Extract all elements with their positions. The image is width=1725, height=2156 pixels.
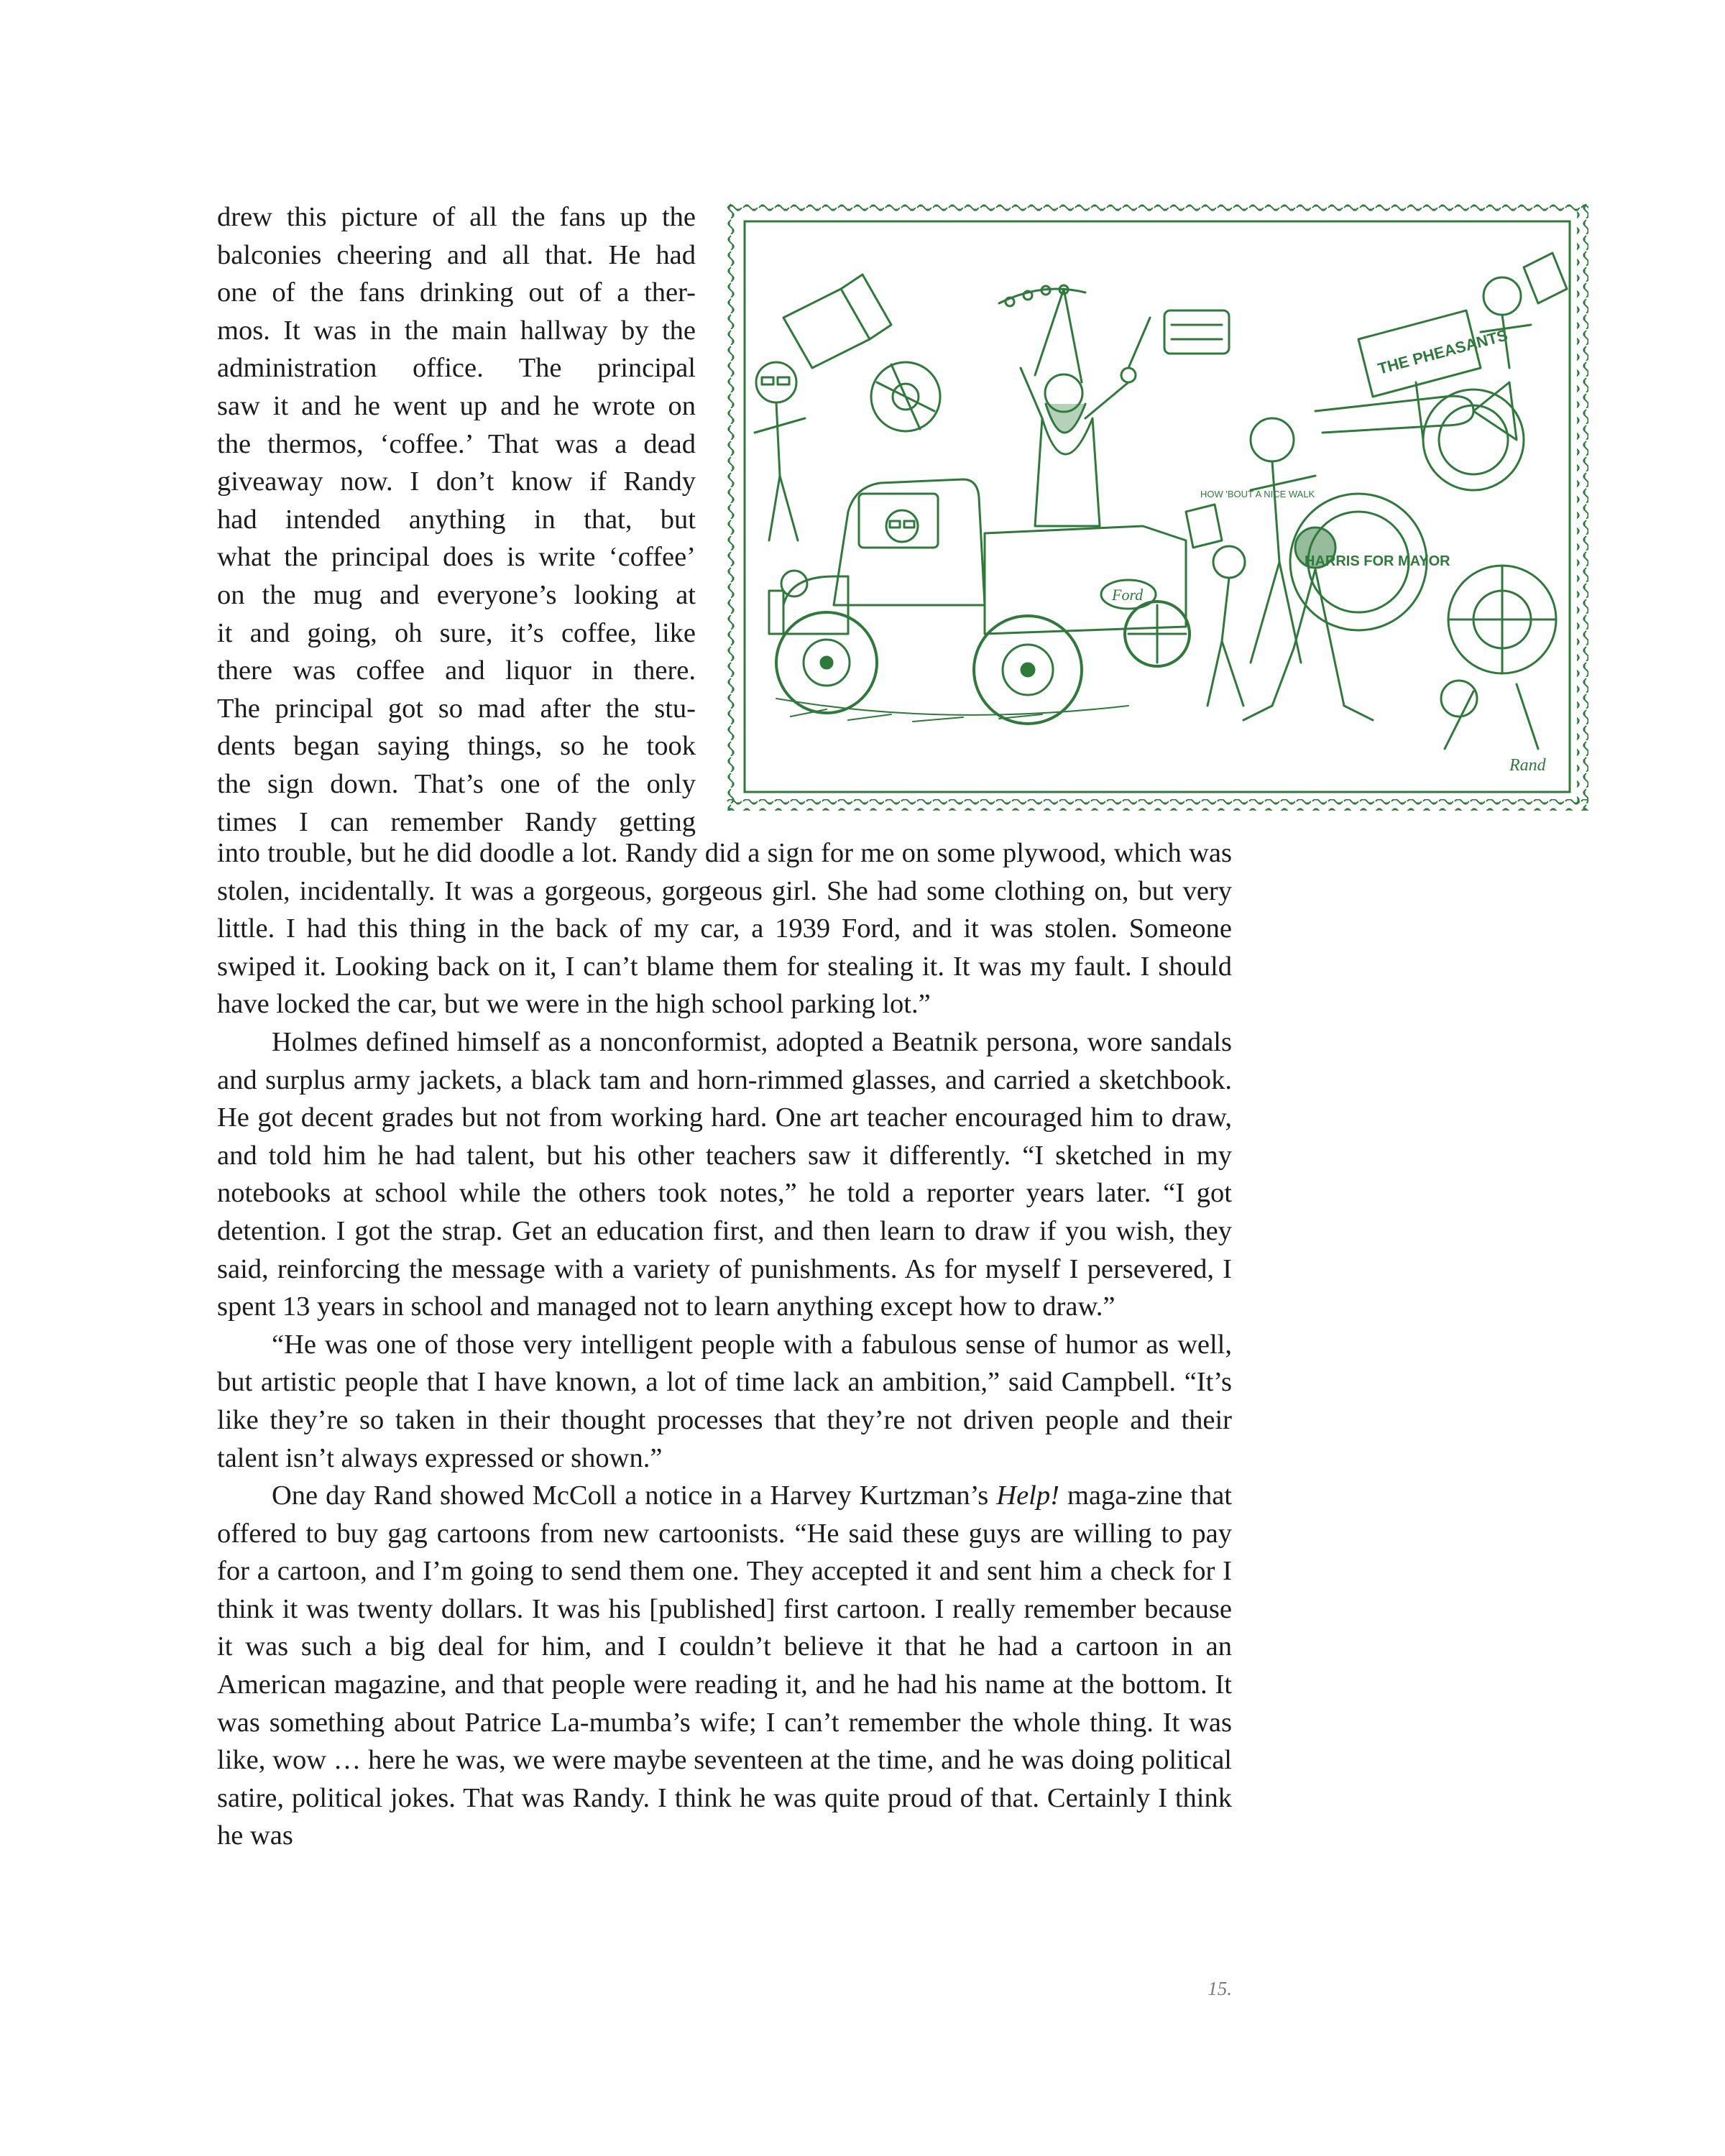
wrapped-line: administration office. The principal <box>217 353 696 384</box>
wrapped-line: it and going, oh sure, it’s coffee, like <box>217 617 696 648</box>
wrapped-line: giveaway now. I don’t know if Randy <box>217 466 696 497</box>
wrapped-line: one of the fans drinking out of a ther- <box>217 277 696 308</box>
truck-badge-text: Ford <box>1112 586 1144 604</box>
wrapped-line: the sign down. That’s one of the only <box>217 769 696 799</box>
wrapped-line: dents began saying things, so he took <box>217 731 696 762</box>
magazine-title: Help! <box>996 1480 1059 1511</box>
wrapped-line: times I can remember Randy getting <box>217 806 696 837</box>
article-body <box>217 834 1232 1855</box>
wrapped-line: saw it and he went up and he wrote on <box>217 391 696 421</box>
speech-text: HOW 'BOUT A NICE WALK <box>1200 489 1315 499</box>
wrapped-line: balconies cheering and all that. He had <box>217 239 696 270</box>
sign-mayor-text: HARRIS FOR MAYOR <box>1305 553 1450 569</box>
paragraph-1-continued: into trouble, but he did doodle a lot. Randy did a sign for me on some plywood, which was stolen, incidentally. It was a gorgeous, gorgeous girl. She had some clothing on, but very little. I had this thing in the back of my car, a 1939 Ford, and it was stolen. Someone swiped it. Looking back on it, I can’t blame them for stealing it. It was my fault. I should have locked the car, but we were in the high school parking lot.” <box>217 838 1232 1020</box>
paragraph-3: “He was one of those very intelligent people with a fabulous sense of humor as well, but artistic people that I have known, a lot of time lack an ambition,” said Campbell. “It’s like they’re so taken in their thought processes that they’re not driven people and their talent isn’t always expressed or shown.” <box>217 1329 1232 1473</box>
artist-signature: Rand <box>1509 756 1546 775</box>
wrapped-line: had intended anything in that, but <box>217 504 696 535</box>
wrapped-line: there was coffee and liquor in there. <box>217 655 696 686</box>
paragraph-4 <box>217 1477 1232 1855</box>
sign-pheasants-text: THE PHEASANTS <box>1376 326 1510 378</box>
paragraph-4-rest: maga-zine that offered to buy gag cartoons from new cartoonists. “He said these guys are willing to pay for a cartoon, and I’m going to send them one. They accepted it and sent him a check for I think it was twenty dollars. It was his [published] first cartoon. I really remember because it was such a big deal for him, and I couldn’t believe it that he had a cartoon in an American magazine, and that people were reading it, and he had his name at the bottom. It was something about Patrice La-mumba’s wife; I can’t remember the whole thing. It was like, wow … here he was, we were maybe seventeen at the time, and he was doing political satire, political jokes. That was Randy. I think he was quite proud of that. Certainly I think he was <box>217 1480 1232 1851</box>
page-number: 15. <box>1208 1978 1232 1999</box>
wrapped-line: The principal got so mad after the stu- <box>217 693 696 724</box>
cartoon-drawing <box>726 203 1588 811</box>
wrapped-line: mos. It was in the main hallway by the <box>217 315 696 346</box>
paragraph-4-start: One day Rand showed McColl a notice in a Harvey Kurtzman’s <box>272 1480 997 1511</box>
wrapped-line: drew this picture of all the fans up the <box>217 202 696 232</box>
wrapped-line: on the mug and everyone’s looking at <box>217 580 696 610</box>
paragraph-2: Holmes defined himself as a nonconformist, adopted a Beatnik persona, wore sandals and surplus army jackets, a black tam and horn-rimmed glasses, and carried a sketchbook. He got decent grades but not from working hard. One art teacher encouraged him to draw, and told him he had talent, but his other teachers saw it differently. “I sketched in my notebooks at school while the others took notes,” he told a reporter years later. “I got detention. I got the strap. Get an education first, and then learn to draw if you wish, they said, reinforcing the message with a variety of punishments. As for myself I persevered, I spent 13 years in school and managed not to learn anything except how to draw.” <box>217 1026 1232 1322</box>
wrapped-line: the thermos, ‘coffee.’ That was a dead <box>217 428 696 459</box>
wrapped-line: what the principal does is write ‘coffee’ <box>217 542 696 573</box>
cartoon-illustration <box>726 203 1588 811</box>
